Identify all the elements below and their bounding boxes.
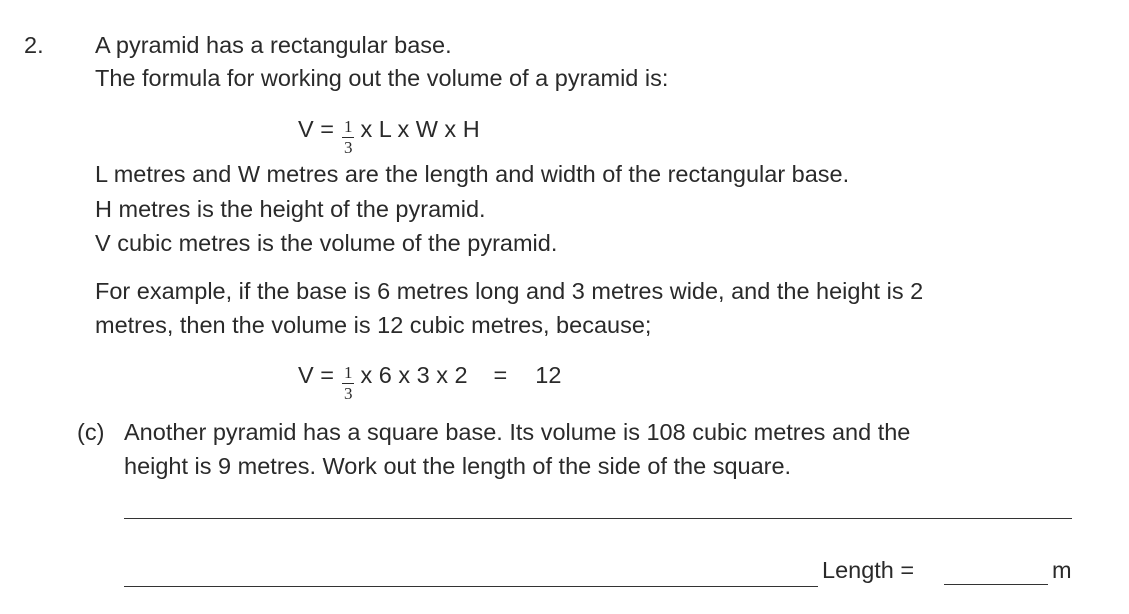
part-c-line-1: Another pyramid has a square base. Its volume is 108 cubic metres and the	[124, 419, 911, 445]
example-formula	[298, 356, 562, 403]
definition-line-3: V cubic metres is the volume of the pyramid.	[95, 230, 558, 256]
example-formula-fraction	[342, 364, 355, 402]
answer-unit: m	[1052, 557, 1072, 583]
answer-blank[interactable]	[944, 584, 1048, 585]
working-line-2[interactable]	[124, 586, 818, 587]
fraction-denominator: 3	[343, 138, 353, 157]
part-c-line-2: height is 9 metres. Work out the length of the side of the square.	[124, 453, 792, 479]
formula-rhs: x L x W x H	[360, 115, 480, 142]
example-fraction-denominator: 3	[343, 384, 353, 403]
question-number: 2.	[24, 32, 44, 58]
example-line-2: metres, then the volume is 12 cubic metres, because;	[95, 312, 652, 338]
answer-label: Length =	[822, 557, 915, 583]
definition-line-2: H metres is the height of the pyramid.	[95, 196, 486, 222]
formula-fraction	[342, 118, 355, 156]
example-line-1: For example, if the base is 6 metres long and 3 metres wide, and the height is 2	[95, 278, 924, 304]
example-formula-rhs: x 6 x 3 x 2	[360, 361, 468, 388]
fraction-numerator: 1	[343, 117, 353, 136]
formula-lhs: V =	[298, 115, 334, 142]
definition-line-1: L metres and W metres are the length and width of the rectangular base.	[95, 161, 850, 187]
example-formula-equals: =	[493, 361, 508, 388]
example-formula-result: 12	[535, 361, 562, 388]
volume-formula	[298, 110, 480, 157]
intro-line-1: A pyramid has a rectangular base.	[95, 32, 452, 58]
intro-line-2: The formula for working out the volume of a pyramid is:	[95, 65, 669, 91]
example-fraction-numerator: 1	[343, 363, 353, 382]
example-formula-lhs: V =	[298, 361, 334, 388]
working-line-1[interactable]	[124, 518, 1072, 519]
part-c-label: (c)	[77, 419, 105, 445]
